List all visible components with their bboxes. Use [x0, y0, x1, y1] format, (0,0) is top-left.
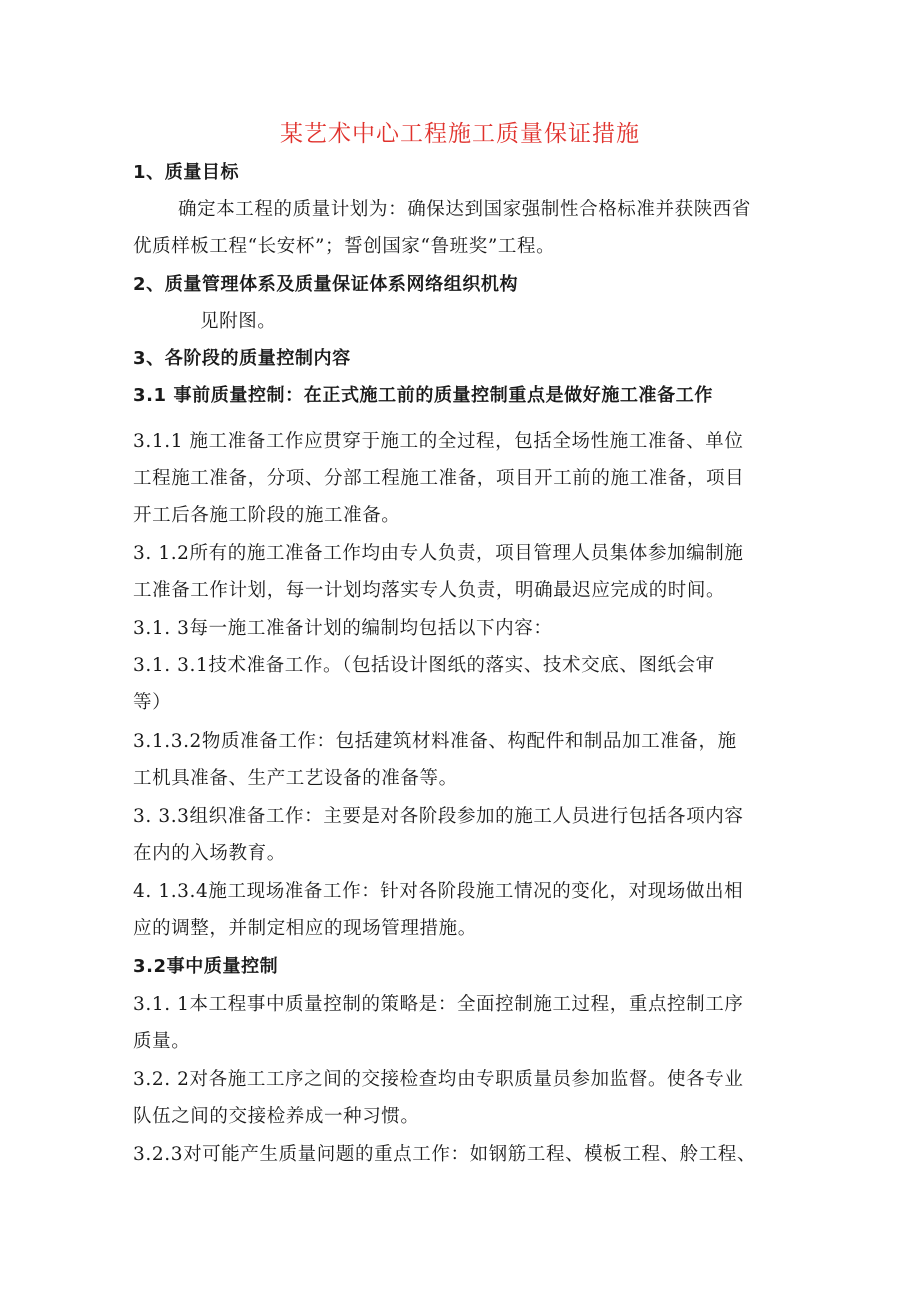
paragraph-line: 应的调整，并制定相应的现场管理措施。: [133, 918, 477, 939]
heading-pre-control: 3.1 事前质量控制：在正式施工前的质量控制重点是做好施工准备工作: [133, 385, 713, 406]
paragraph-line: 在内的入场教育。: [133, 843, 286, 864]
paragraph-line: 3.1. 3.1技术准备工作。（包括设计图纸的落实、技术交底、图纸会审: [133, 655, 715, 676]
paragraph-line: 优质样板工程“长安杯”；誓创国家“鲁班奖”工程。: [133, 236, 556, 257]
paragraph-line: 确定本工程的质量计划为：确保达到国家强制性合格标准并获陕西省: [178, 199, 752, 220]
paragraph-line: 3.1. 1本工程事中质量控制的策略是：全面控制施工过程，重点控制工序: [133, 994, 744, 1015]
paragraph-line: 3. 3.3组织准备工作：主要是对各阶段参加的施工人员进行包括各项内容: [133, 806, 744, 827]
paragraph-line: 见附图。: [200, 311, 277, 332]
paragraph-line: 等）: [133, 692, 172, 713]
heading-stage-control: 3、各阶段的质量控制内容: [133, 348, 351, 369]
document-title: 某艺术中心工程施工质量保证措施: [280, 121, 640, 147]
paragraph-line: 工准备工作计划，每一计划均落实专人负责，明确最迟应完成的时间。: [133, 580, 726, 601]
paragraph-line: 工机具准备、生产工艺设备的准备等。: [133, 768, 458, 789]
paragraph-line: 队伍之间的交接检养成一种习惯。: [133, 1106, 420, 1127]
paragraph-line: 3.2. 2对各施工工序之间的交接检查均由专职质量员参加监督。使各专业: [133, 1069, 744, 1090]
paragraph-line: 质量。: [133, 1031, 191, 1052]
paragraph-line: 3. 1.2所有的施工准备工作均由专人负责，项目管理人员集体参加编制施: [133, 543, 744, 564]
paragraph-line: 工程施工准备，分项、分部工程施工准备，项目开工前的施工准备，项目: [133, 468, 745, 489]
heading-in-process-control: 3.2事中质量控制: [133, 956, 279, 977]
paragraph-line: 3.2.3对可能产生质量问题的重点工作：如钢筋工程、模板工程、舲工程、: [133, 1144, 757, 1165]
heading-quality-system: 2、质量管理体系及质量保证体系网络组织机构: [133, 274, 519, 295]
paragraph-line: 开工后各施工阶段的施工准备。: [133, 505, 401, 526]
paragraph-line: 4. 1.3.4施工现场准备工作：针对各阶段施工情况的变化，对现场做出相: [133, 881, 744, 902]
paragraph-line: 3.1.1 施工准备工作应贯穿于施工的全过程，包括全场性施工准备、单位: [133, 431, 744, 452]
paragraph-line: 3.1.3.2物质准备工作：包括建筑材料准备、构配件和制品加工准备，施: [133, 731, 737, 752]
paragraph-line: 3.1. 3每一施工准备计划的编制均包括以下内容：: [133, 618, 553, 639]
heading-quality-goal: 1、质量目标: [133, 162, 240, 183]
